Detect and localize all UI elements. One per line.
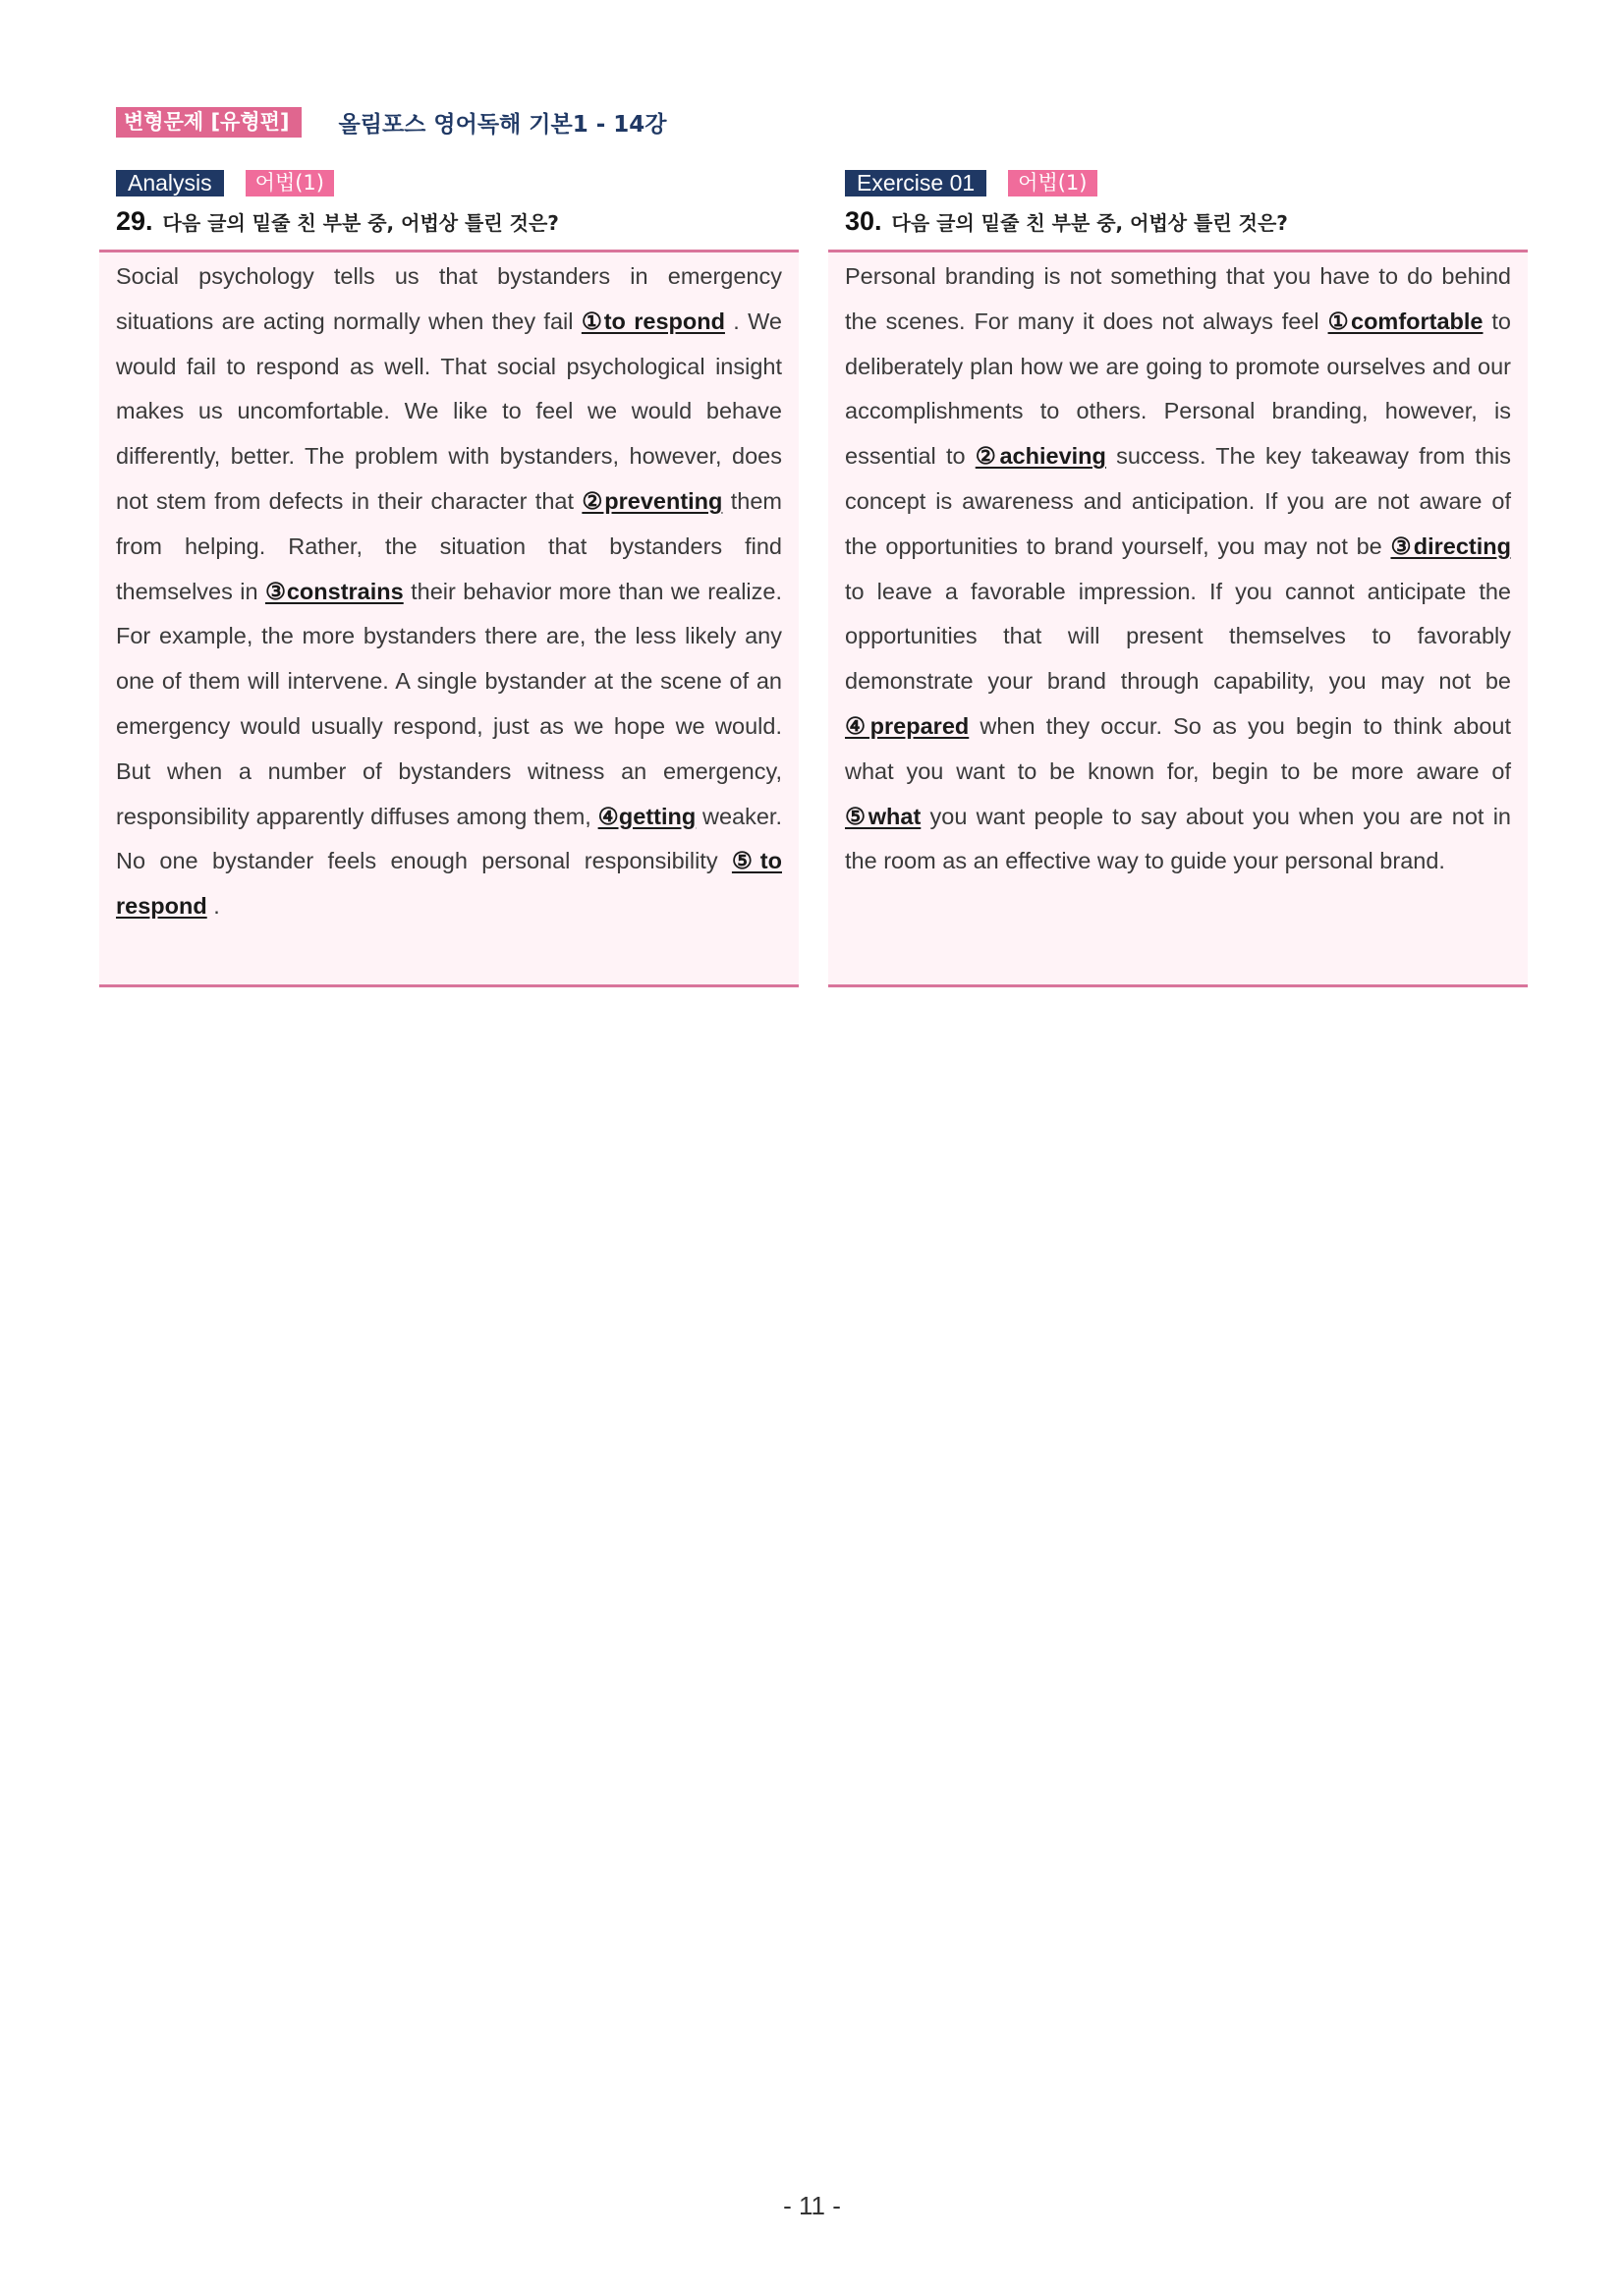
category-tag: 어법(1) — [246, 170, 334, 196]
page-number: - 11 - — [783, 2191, 841, 2220]
question-tags — [116, 169, 799, 196]
passage-segment: them from helping. Rather, the situation that bystanders find themselves in — [116, 487, 782, 604]
question-header — [845, 206, 1528, 240]
question-number: 30. — [845, 206, 882, 236]
document-title: 올림포스 영어독해 기본1 - 14강 — [338, 112, 667, 138]
passage-segment: you want people to say about you when you are not in the room as an effective way to guide your personal brand. — [845, 803, 1511, 874]
underlined-choice: ⑤what — [845, 803, 922, 829]
question-prompt: 다음 글의 밑줄 친 부분 중, 어법상 틀린 것은? — [162, 211, 559, 235]
question-30-column — [828, 169, 1528, 987]
underlined-choice: ④prepared — [845, 712, 970, 739]
underlined-choice: ②preventing — [582, 487, 723, 514]
passage-segment: . — [206, 893, 220, 920]
passage-box — [828, 250, 1528, 987]
passage-segment: when they occur. So as you begin to think about what you want to be known for, begin to be more aware of — [845, 712, 1511, 784]
section-tag: Analysis — [116, 170, 224, 196]
question-number: 29. — [116, 206, 153, 236]
passage-segment: weaker. No one bystander feels enough personal responsibility — [116, 803, 782, 874]
question-29-column — [99, 169, 799, 987]
passage-segment: . We would fail to respond as well. That social psychological insight makes us uncomfortable. We like to feel we would behave differently, better. The problem with bystanders, however, does not stem from defects in their character that — [116, 308, 782, 514]
passage-text — [116, 252, 782, 929]
passage-text — [845, 252, 1511, 884]
category-tag: 어법(1) — [1008, 170, 1096, 196]
passage-segment: to deliberately plan how we are going to promote ourselves and our accomplishments to others. Personal branding, however, is essential to — [845, 308, 1511, 470]
page-header — [116, 106, 667, 139]
underlined-choice: ⑤to respond — [116, 848, 782, 920]
passage-segment: to leave a favorable impression. If you cannot anticipate the opportunities that will present themselves to favorably demonstrate your brand through capability, you may not be — [845, 578, 1511, 695]
passage-segment: success. The key takeaway from this concept is awareness and anticipation. If you are not aware of the opportunities to brand yourself, you may not be — [845, 443, 1511, 559]
underlined-choice: ③constrains — [264, 578, 404, 604]
question-tags — [845, 169, 1528, 196]
passage-segment: Personal branding is not something that you have to do behind the scenes. For many it does not always feel — [845, 263, 1511, 334]
passage-box — [99, 250, 799, 987]
underlined-choice: ④getting — [597, 803, 697, 829]
question-prompt: 다음 글의 밑줄 친 부분 중, 어법상 틀린 것은? — [891, 211, 1288, 235]
underlined-choice: ③directing — [1390, 532, 1511, 559]
question-header — [116, 206, 799, 240]
passage-segment: their behavior more than we realize. For example, the more bystanders there are, the less likely any one of them will intervene. A single bystander at the scene of an emergency would usually respond, just as we hope we would. But when a number of bystanders witness an emergency, responsibility apparently diffuses among them, — [116, 578, 783, 829]
underlined-choice: ②achieving — [975, 443, 1106, 470]
passage-segment: Social psychology tells us that bystanders in emergency situations are acting normally when they fail — [116, 263, 782, 334]
underlined-choice: ①to respond — [581, 308, 725, 334]
underlined-choice: ①comfortable — [1327, 308, 1484, 334]
section-tag: Exercise 01 — [845, 170, 986, 196]
type-badge: 변형문제 [유형편] — [116, 107, 302, 138]
